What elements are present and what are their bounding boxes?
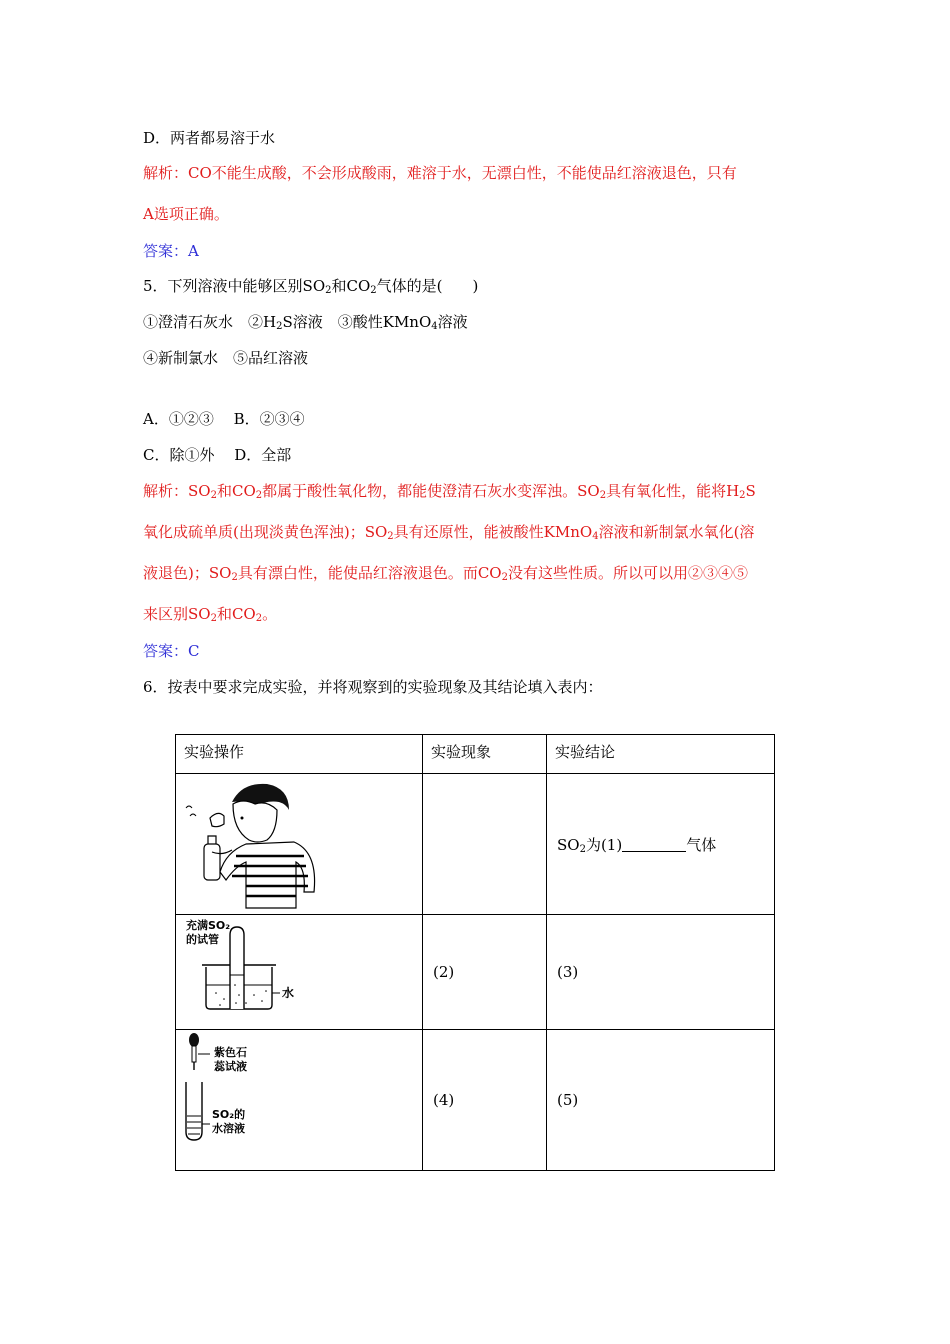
header-phenomenon: 实验现象 bbox=[423, 735, 547, 774]
q5-items-line2: ④新制氯水 ⑤品红溶液 bbox=[143, 349, 309, 367]
inverted-test-tube-illustration bbox=[176, 915, 422, 1025]
q5-analysis-line3: 液退色)；$SO_2$具有漂白性，能使品红溶液退色。而$CO_2$没有这些性质。所以可以用②③④⑤ bbox=[143, 564, 748, 583]
table-row bbox=[176, 915, 775, 1030]
svg-text:水溶液: 水溶液 bbox=[212, 1122, 245, 1135]
q6-stem: 6．按表中要求完成实验，并将观察到的实验现象及其结论填入表内： bbox=[143, 678, 603, 696]
svg-text:的试管: 的试管 bbox=[186, 933, 219, 946]
header-operation: 实验操作 bbox=[176, 735, 423, 774]
q5-options-ab: A．①②③ B．②③④ bbox=[143, 410, 305, 428]
row1-conclusion: $SO_2$为(1) 气体 bbox=[547, 774, 775, 915]
tube-figure-cell bbox=[176, 915, 423, 1030]
q4-analysis-line2: A选项正确。 bbox=[143, 205, 229, 223]
q5-stem: 5．下列溶液中能够区别$SO_2$和$CO_2$气体的是( ) bbox=[143, 277, 479, 296]
row1-phenomenon bbox=[423, 774, 547, 915]
table-header-row bbox=[176, 735, 775, 774]
answer-blank[interactable] bbox=[622, 837, 686, 852]
smelling-gas-illustration bbox=[176, 774, 422, 910]
analysis-label: 解析： bbox=[143, 482, 189, 500]
q5-analysis-line2: 氧化成硫单质(出现淡黄色浑浊)；$SO_2$具有还原性，能被酸性KMnO$_4$溶液和新制氯水氧化(溶 bbox=[143, 523, 755, 542]
svg-text:SO₂的: SO₂的 bbox=[212, 1108, 246, 1121]
q5-options-cd: C．除①外 D．全部 bbox=[143, 446, 292, 464]
q5-analysis-line1: 解析：$SO_2$和$CO_2$都属于酸性氧化物，都能使澄清石灰水变浑浊。$SO_2$具有氧化性，能将$H_2S$ bbox=[143, 482, 756, 501]
smell-figure-cell bbox=[176, 774, 423, 915]
experiment-table bbox=[175, 734, 775, 1171]
row2-conclusion: (3) bbox=[547, 915, 775, 1030]
svg-text:紫色石: 紫色石 bbox=[214, 1046, 247, 1059]
q4-answer: 答案：A bbox=[143, 242, 199, 260]
row2-phenomenon: (2) bbox=[423, 915, 547, 1030]
q4-analysis-line1: 解析：CO不能生成酸，不会形成酸雨，难溶于水，无漂白性，不能使品红溶液退色，只有 bbox=[143, 164, 737, 182]
svg-text:充满SO₂: 充满SO₂ bbox=[186, 919, 231, 932]
row3-conclusion: (5) bbox=[547, 1030, 775, 1171]
header-conclusion: 实验结论 bbox=[547, 735, 775, 774]
table-row bbox=[176, 774, 775, 915]
row3-phenomenon: (4) bbox=[423, 1030, 547, 1171]
dropper-litmus-illustration bbox=[176, 1030, 422, 1166]
q4-option-d: D．两者都易溶于水 bbox=[143, 129, 276, 147]
dropper-figure-cell bbox=[176, 1030, 423, 1171]
analysis-label: 解析： bbox=[143, 164, 189, 182]
table-row bbox=[176, 1030, 775, 1171]
svg-text:蕊试液: 蕊试液 bbox=[214, 1060, 247, 1073]
q5-analysis-line4: 来区别$SO_2$和$CO_2$。 bbox=[143, 605, 278, 624]
q5-answer: 答案：C bbox=[143, 642, 200, 660]
q5-items-line1: ①澄清石灰水 $②H_2S$溶液 ③酸性KMnO$_4$溶液 bbox=[143, 313, 468, 332]
svg-text:水: 水 bbox=[282, 986, 295, 1000]
